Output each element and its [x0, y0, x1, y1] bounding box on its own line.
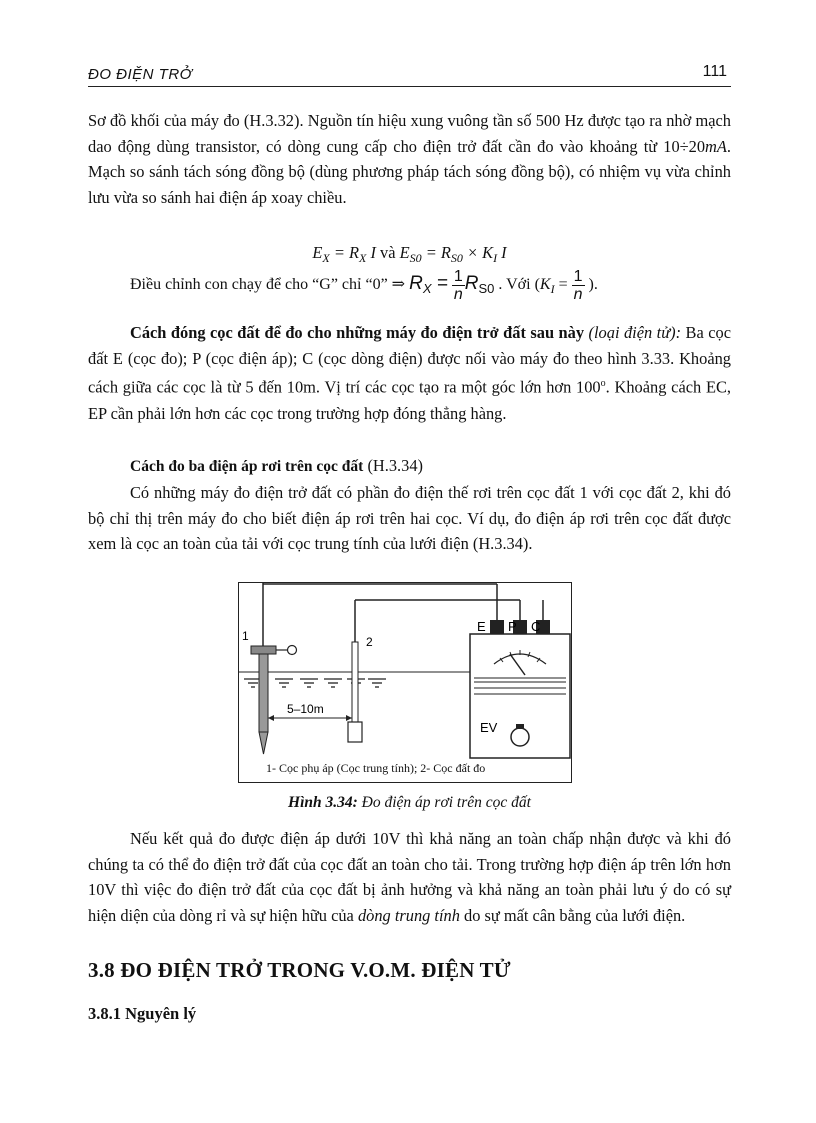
stake-2-rod — [352, 642, 358, 722]
f2-frac2-den: n — [573, 286, 583, 303]
stake-2-base — [348, 722, 362, 742]
f1-conj: và — [375, 243, 400, 262]
header-title: ĐO ĐIỆN TRỞ — [88, 66, 193, 83]
para2-bold: Cách đóng cọc đất để đo cho những máy đo điện trở đất sau này — [130, 323, 585, 342]
f2-ki: K — [539, 276, 551, 294]
f1-rhs-sub: S0 — [409, 251, 422, 265]
f2-fraction-2 — [572, 268, 585, 303]
f2-ki-sub: I — [550, 282, 555, 297]
section-title: 3.8 ĐO ĐIỆN TRỞ TRONG V.O.M. ĐIỆN TỬ — [88, 958, 511, 982]
f2-eq: = — [431, 273, 448, 295]
stake-1-tip — [259, 732, 268, 754]
f1-rhs: E — [399, 243, 410, 262]
f2-frac2-num: 1 — [573, 268, 583, 285]
subsection-title: 3.8.1 Nguyên lý — [88, 1004, 197, 1023]
label-stake-1: 1 — [242, 629, 249, 643]
para1-tail: . Mạch so sánh tách sóng đồng bộ (dùng phương pháp tách sóng đồng bộ), có nhiệm vụ vừa chỉnh lưu vừa so sánh hai điện áp xoay chiều. — [88, 136, 731, 208]
f2-eq2: = — [554, 276, 572, 294]
label-C: C — [531, 619, 541, 634]
stake-1-head — [251, 646, 276, 654]
para2-degree: o — [600, 378, 606, 390]
para1-text: Sơ đồ khối của máy đo (H.3.32). Nguồn tín hiệu xung vuông tần số 500 Hz được tạo ra nhờ mạch dao động dùng transistor, có dòng cung cấp cho điện trở đất cần đo vào khoảng từ 10÷20 — [88, 111, 731, 156]
f2-rx: R — [409, 273, 423, 295]
para3-bold: Cách đo ba điện áp rơi trên cọc đất — [130, 458, 364, 475]
f2-text-before: Điều chỉnh con chạy để cho “G” chỉ “0” ⇒ — [130, 276, 410, 294]
para5-text-a: Nếu kết quả đo được điện áp dưới 10V thì khả năng an toàn chấp nhận được và khi đó chúng ta có thể đo điện trở đất của cọc đất an toàn cho tải. Trong trường hợp điện áp trên lớn hơn 10V thì việc đo điện trở đất của cọc đất bị ảnh hưởng và khả năng an toàn phải lưu ý do có sự hiện diện của dòng rỉ và sự hiện hữu của — [88, 829, 731, 926]
terminal-E — [490, 620, 504, 634]
page-number: 111 — [702, 63, 727, 80]
figure-caption — [88, 794, 731, 812]
para4-text: Có những máy đo điện trở đất có phần đo điện thế rơi trên cọc đất 1 với cọc đất 2, khi đó bộ chỉ thị trên máy đo cho biết điện áp rơi trên hai cọc. Ví dụ, đo điện áp rơi trên cọc đất được xem là cọc an toàn của tải với cọc trung tính của lưới điện (H.3.34). — [88, 483, 731, 554]
stake-1-rod — [259, 654, 268, 732]
paragraph-2 — [88, 320, 731, 426]
formula-adjust — [130, 268, 598, 303]
f1-rhs2: = R — [421, 243, 451, 262]
f2-text-end: ). — [584, 276, 598, 294]
f1-lhs: E — [312, 243, 323, 262]
f2-text-mid: . Với ( — [494, 276, 540, 294]
distance-label: 5–10m — [287, 702, 324, 716]
para3-rest: (H.3.34) — [363, 456, 423, 475]
stake-1-ring — [288, 646, 297, 655]
f2-rs: R — [464, 273, 479, 295]
page-header — [88, 62, 731, 87]
f2-frac-den: n — [453, 286, 463, 303]
figure-caption-number: Hình 3.34: — [288, 794, 358, 811]
f1-rhs4: I — [497, 243, 507, 262]
meter-knob — [511, 728, 529, 746]
f1-lhs-sub: X — [322, 251, 330, 265]
label-stake-2: 2 — [366, 635, 373, 649]
figure-legend: 1- Cọc phụ áp (Cọc trung tính); 2- Cọc đất đo — [266, 761, 486, 775]
para5-italic: dòng trung tính — [357, 906, 460, 926]
para1-unit: mA — [705, 136, 727, 156]
f1-rhs3: × K — [462, 243, 494, 262]
paragraph-4 — [88, 480, 731, 557]
f1-mid: = R — [329, 243, 359, 262]
figure-caption-text: Đo điện áp rơi trên cọc đất — [357, 794, 531, 811]
figure-3-34 — [238, 582, 572, 784]
f2-rs-sub: S0 — [478, 281, 495, 297]
para2-tail: . Khoảng cách EC, EP cần phải lớn hơn các cọc trong trường hợp đóng thẳng hàng. — [88, 377, 731, 423]
para2-rest: Ba cọc đất E (cọc đo); P (cọc điện áp); C (cọc dòng điện) được nối vào máy đo theo hình 3.33. Khoảng cách giữa các cọc là từ 5 đến 10m. Vị trí các cọc tạo ra một góc lớn hơn 100 — [88, 323, 731, 397]
f1-rhs2-sub: S0 — [450, 251, 463, 265]
f1-mid-sub: X — [359, 251, 367, 265]
formula-ex-es0 — [88, 243, 731, 266]
label-E: E — [477, 619, 486, 634]
paragraph-5 — [88, 826, 731, 929]
f2-fraction — [452, 268, 465, 303]
para2-italic: (loại điện tử): — [584, 323, 682, 342]
f2-frac-num: 1 — [453, 268, 463, 285]
paragraph-3 — [88, 453, 731, 480]
f1-mid2: I — [366, 243, 376, 262]
label-P: P — [508, 619, 517, 634]
paragraph-1 — [88, 108, 731, 211]
f1-rhs3-sub: I — [493, 251, 498, 265]
f2-rx-sub: X — [422, 281, 432, 297]
para5-text-b: do sự mất cân bằng của lưới điện. — [459, 906, 686, 926]
meter-label: EV — [480, 720, 498, 735]
